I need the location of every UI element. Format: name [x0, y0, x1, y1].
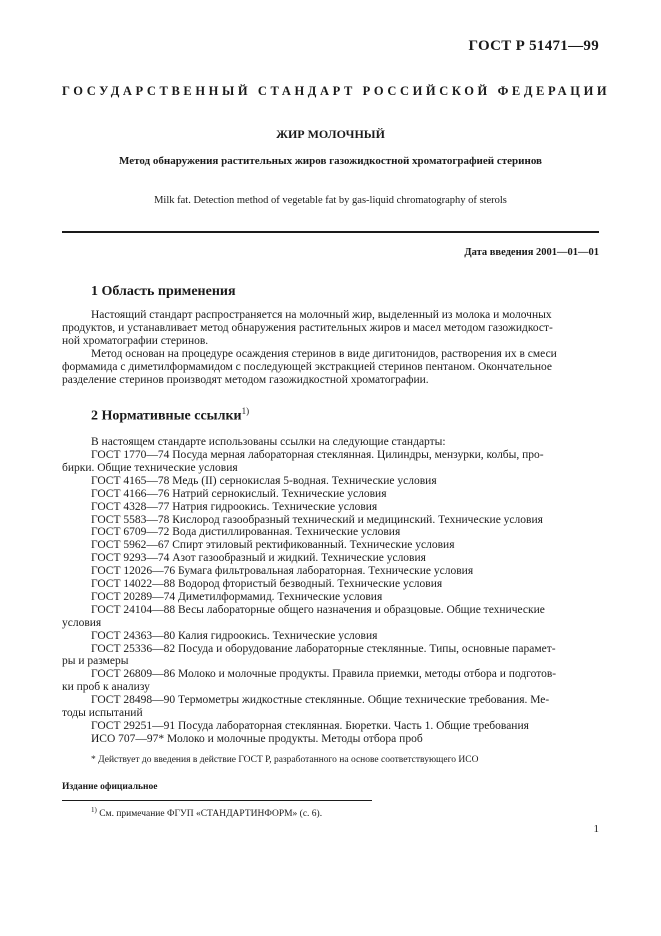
- footnote-ref: 1): [241, 406, 250, 416]
- reference-line: ГОСТ 25336—82 Посуда и оборудование лабораторные стеклянные. Типы, основные парамет-: [91, 642, 556, 655]
- paragraph-line: разделение стеринов производят методом газожидкостной хроматографии.: [62, 374, 429, 386]
- document-code: ГОСТ Р 51471—99: [468, 38, 599, 54]
- introduction-date: Дата введения 2001—01—01: [464, 247, 599, 258]
- paragraph-line: продуктов, и устанавливает метод обнаружения растительных жиров и масел методом газожидкост-: [62, 322, 553, 334]
- reference-line: ГОСТ 5962—67 Спирт этиловый ректификованный. Технические условия: [91, 539, 455, 552]
- reference-line: ГОСТ 5583—78 Кислород газообразный технический и медицинский. Технические условия: [91, 513, 543, 526]
- section-2-heading: [91, 406, 249, 425]
- reference-line: ГОСТ 20289—74 Диметилформамид. Технические условия: [91, 590, 383, 603]
- reference-line: ГОСТ 24363—80 Калия гидроокись. Технические условия: [91, 629, 378, 642]
- state-standard-heading: ГОСУДАРСТВЕННЫЙ СТАНДАРТ РОССИЙСКОЙ ФЕДЕРАЦИИ: [62, 84, 611, 98]
- section-1-heading: 1 Область применения: [91, 284, 236, 299]
- reference-line: ГОСТ 4328—77 Натрия гидроокись. Технические условия: [91, 500, 378, 513]
- page-number: 1: [593, 823, 599, 835]
- reference-line: ГОСТ 24104—88 Весы лабораторные общего назначения и образцовые. Общие технические: [91, 603, 545, 616]
- paragraph-line: формамида с диметилформамидом с последующей экстракцией стеринов пентаном. Окончательное: [62, 361, 553, 373]
- references-intro: В настоящем стандарте использованы ссылки на следующие стандарты:: [91, 436, 446, 448]
- reference-line: ГОСТ 1770—74 Посуда мерная лабораторная стеклянная. Цилиндры, мензурки, колбы, про-: [91, 449, 544, 461]
- reference-line: ГОСТ 4165—78 Медь (II) сернокислая 5-водная. Технические условия: [91, 474, 437, 487]
- paragraph-line: Настоящий стандарт распространяется на молочный жир, выделенный из молока и молочных: [91, 309, 552, 321]
- official-edition-label: Издание официальное: [62, 782, 158, 792]
- reference-line: ГОСТ 12026—76 Бумага фильтровальная лабораторная. Технические условия: [91, 565, 474, 578]
- reference-line: ры и размеры: [62, 655, 129, 668]
- english-title: Milk fat. Detection method of vegetable fat by gas-liquid chromatography of sterols: [154, 195, 507, 206]
- document-subtitle: Метод обнаружения растительных жиров газожидкостной хроматографией стеринов: [119, 155, 542, 167]
- footnote-note: [91, 806, 322, 819]
- footnote-iso: * Действует до введения в действие ГОСТ Р, разработанного на основе соответствующего ИСО: [91, 755, 479, 765]
- reference-line: ГОСТ 6709—72 Вода дистиллированная. Технические условия: [91, 526, 401, 539]
- reference-line: бирки. Общие технические условия: [62, 461, 238, 474]
- reference-line: условия: [62, 616, 102, 629]
- section-2-heading-text: 2 Нормативные ссылки: [91, 408, 242, 424]
- document-title: ЖИР МОЛОЧНЫЙ: [276, 127, 385, 141]
- reference-line: тоды испытаний: [62, 707, 143, 719]
- reference-line: ГОСТ 28498—90 Термометры жидкостные стеклянные. Общие технические требования. Ме-: [91, 694, 550, 707]
- header-divider: [62, 231, 599, 233]
- reference-line: ГОСТ 29251—91 Посуда лабораторная стеклянная. Бюретки. Часть 1. Общие требования: [91, 719, 529, 732]
- reference-line: ГОСТ 9293—74 Азот газообразный и жидкий. Технические условия: [91, 552, 426, 565]
- reference-line: ИСО 707—97* Молоко и молочные продукты. Методы отбора проб: [91, 732, 423, 745]
- reference-line: ГОСТ 4166—76 Натрий сернокислый. Технические условия: [91, 487, 387, 500]
- reference-line: ки проб к анализу: [62, 681, 150, 694]
- reference-line: ГОСТ 26809—86 Молоко и молочные продукты. Правила приемки, методы отбора и подготов-: [91, 668, 557, 681]
- footnote-divider: [62, 800, 372, 801]
- reference-line: ГОСТ 14022—88 Водород фтористый безводный. Технические условия: [91, 578, 443, 590]
- footnote-note-text: См. примечание ФГУП «СТАНДАРТИНФОРМ» (с. 6).: [96, 809, 323, 820]
- paragraph-line: Метод основан на процедуре осаждения стеринов в виде дигитонидов, растворения их в смеси: [91, 348, 557, 360]
- footnote-mark: 1): [91, 806, 97, 814]
- paragraph-line: ной хроматографии стеринов.: [62, 335, 209, 347]
